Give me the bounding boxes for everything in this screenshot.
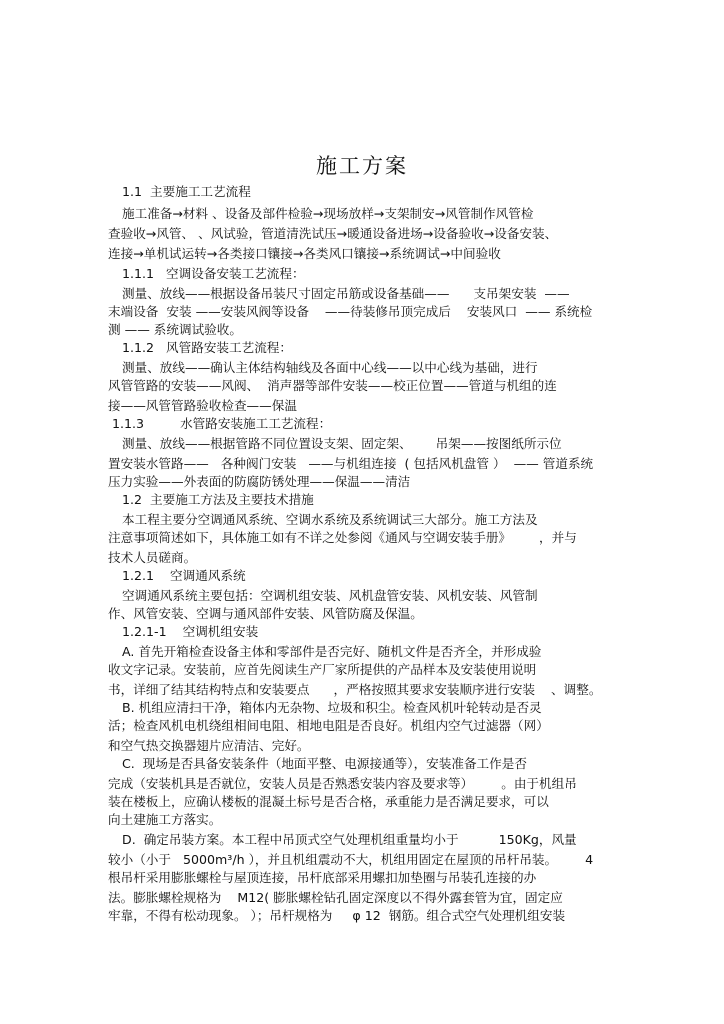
paragraph-line: 末端设备 安装 ——安装风阀等设备 ——待装修吊顶完成后 安装风口 —— 系统检 — [108, 304, 593, 319]
paragraph-line: B. 机组应清扫干净，箱体内无杂物、垃圾和积尘。检查风机叶轮转动是否灵 — [122, 700, 542, 715]
paragraph-line: 向土建施工方落实。 — [108, 812, 222, 827]
paragraph-line: 较小（小于 5000m³/h ），并且机组震动不大，机组用固定在屋顶的吊杆吊装。 4 — [108, 852, 594, 867]
paragraph-line: 技术人员磋商。 — [108, 550, 197, 565]
paragraph-line: 测量、放线——根据管路不同位置设支架、固定架、 吊架——按图纸所示位 — [122, 436, 562, 451]
paragraph-line: 查验收→风管、 、风试验，管道清洗试压→暖通设备进场→设备验收→设备安装、 — [108, 226, 558, 241]
paragraph-line: 测量、放线——根据设备吊装尺寸固定吊筋或设备基础—— 支吊架安装 —— — [122, 286, 570, 301]
paragraph-line: 作、风管安装、空调与通风部件安装、风管防腐及保温。 — [108, 606, 423, 621]
paragraph-line: 风管管路的安装——风阀、 消声器等部件安装——校正位置——管道与机组的连 — [108, 378, 557, 393]
paragraph-line: 测量、放线——确认主体结构轴线及各面中心线——以中心线为基础，进行 — [122, 360, 538, 375]
document-title: 施工方案 — [316, 154, 408, 178]
paragraph-line: 书，详细了结其结构特点和安装要点 ，严格按照其要求安装顺序进行安装 、调整。 — [108, 682, 602, 697]
section-heading: 1.2 主要施工方法及主要技术措施 — [122, 492, 314, 507]
paragraph-line: 本工程主要分空调通风系统、空调水系统及系统调试三大部分。施工方法及 — [122, 512, 538, 527]
paragraph-line: 装在楼板上，应确认楼板的混凝土标号是否合格，承重能力是否满足要求，可以 — [108, 794, 549, 809]
section-heading: 1.1 主要施工工艺流程 — [122, 184, 251, 199]
subsection-heading: 1.1.1 空调设备安装工艺流程： — [122, 266, 305, 281]
paragraph-line: 置安装水管路—— 各种阀门安装 ——与机组连接 ( 包括风机盘管 ） —— 管道系统 — [108, 456, 594, 471]
paragraph-line: 压力实验——外表面的防腐防锈处理——保温——清洁 — [108, 474, 411, 489]
paragraph-line: 施工准备→材料 、设备及部件检验→现场放样→支架制安→风管制作风管检 — [122, 206, 534, 221]
paragraph-line: D. 确定吊装方案。本工程中吊顶式空气处理机组重量均小于 150Kg，风量 — [122, 832, 577, 847]
paragraph-line: 牢靠，不得有松动现象。 ）；吊杆规格为 φ 12 钢筋。组合式空气处理机组安装 — [108, 908, 566, 923]
paragraph-line: 收文字记录。安装前，应首先阅读生产厂家所提供的产品样本及安装使用说明 — [108, 662, 537, 677]
paragraph-line: C. 现场是否具备安装条件（地面平整、电源接通等），安装准备工作是否 — [122, 756, 527, 771]
paragraph-line: 接——风管管路验收检查——保温 — [108, 398, 297, 413]
paragraph-line: A. 首先开箱检查设备主体和零部件是否完好、随机文件是否齐全，并形成验 — [122, 644, 542, 659]
paragraph-line: 测 —— 系统调试验收。 — [108, 322, 242, 337]
paragraph-line: 连接→单机试运转→各类接口镶接→各类风口镶接→系统调试→中间验收 — [108, 246, 501, 261]
paragraph-line: 注意事项简述如下，具体施工如有不详之处参阅《通风与空调安装手册》 ，并与 — [108, 530, 577, 545]
subsection-heading: 1.1.2 风管路安装工艺流程： — [122, 340, 292, 355]
paragraph-line: 法。膨胀螺栓规格为 M12( 膨胀螺栓钻孔固定深度以不得外露套管为宜，固定应 — [108, 890, 563, 905]
paragraph-line: 根吊杆采用膨胀螺栓与屋顶连接，吊杆底部采用螺扣加垫圈与吊装孔连接的办 — [108, 870, 537, 885]
subsection-heading: 1.2.1-1 空调机组安装 — [122, 624, 259, 639]
subsection-heading: 1.1.3 水管路安装施工工艺流程： — [112, 416, 332, 431]
paragraph-line: 完成（安装机具是否就位，安装人员是否熟悉安装内容及要求等） 。由于机组吊 — [108, 776, 577, 791]
paragraph-line: 和空气热交换器翅片应清洁、完好。 — [108, 738, 310, 753]
paragraph-line: 空调通风系统主要包括：空调机组安装、风机盘管安装、风机安装、风管制 — [122, 588, 538, 603]
subsection-heading: 1.2.1 空调通风系统 — [122, 568, 246, 583]
paragraph-line: 活；检查风机电机绕组相间电阻、相地电阻是否良好。机组内空气过滤器（网） — [108, 718, 549, 733]
